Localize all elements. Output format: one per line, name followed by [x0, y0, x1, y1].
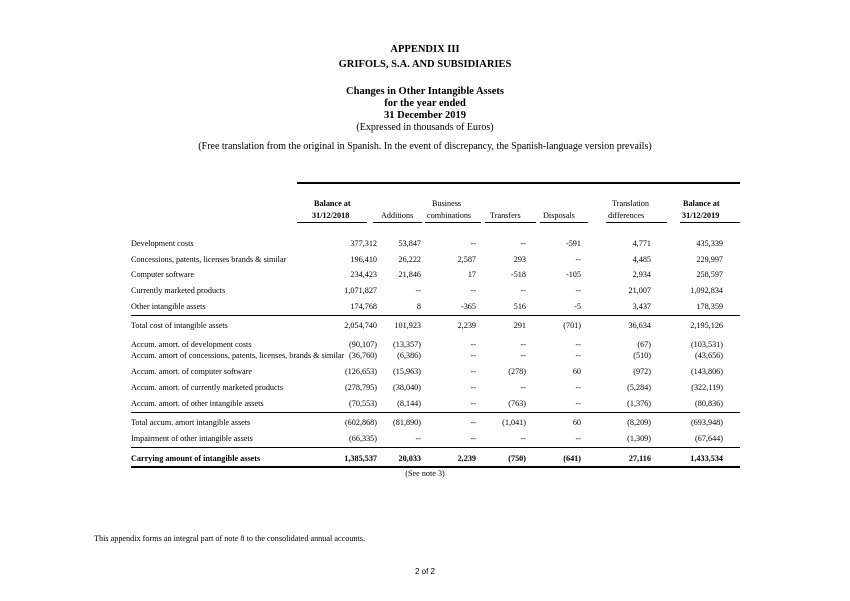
col-header-additions: Additions: [381, 211, 414, 220]
table-row: [131, 366, 723, 377]
table-row: [131, 238, 723, 249]
cell: 101,923: [394, 321, 421, 330]
cell: (6,386): [397, 351, 421, 360]
row-label: Accum. amort. of development costs: [131, 340, 252, 349]
cell: --: [415, 286, 421, 295]
cell: (81,890): [393, 418, 421, 427]
cell: (126,653): [344, 367, 377, 376]
row-label: Total cost of intangible assets: [131, 321, 228, 330]
translation-note: (Free translation from the original in Spanish. In the event of discrepancy, the Spanish-language version prevails): [198, 141, 652, 152]
amort-total-rule: [131, 412, 740, 413]
cell: 234,423: [350, 270, 377, 279]
cell: -5: [574, 302, 581, 311]
cell: --: [520, 351, 526, 360]
col-header-balance-2018-line2: 31/12/2018: [312, 211, 350, 220]
cell: (70,553): [349, 399, 377, 408]
col-rule-7: [680, 222, 740, 223]
col-rule-4: [485, 222, 536, 223]
cell: (67): [637, 340, 651, 349]
cell: 178,359: [696, 302, 723, 311]
cell: (278,795): [344, 383, 377, 392]
cell: (5,284): [627, 383, 651, 392]
cell: 26,222: [398, 255, 421, 264]
cell: 2,934: [632, 270, 651, 279]
see-note: (See note 3): [405, 469, 445, 478]
cell: (103,531): [690, 340, 723, 349]
period-date: 31 December 2019: [383, 110, 467, 121]
col-header-business-line2: combinations: [427, 211, 472, 220]
col-header-balance-2018-line1: Balance at: [314, 199, 351, 208]
table-row: [131, 254, 723, 265]
company-name: GRIFOLS, S.A. AND SUBSIDIARIES: [338, 59, 512, 70]
row-label: Accum. amort of concessions, patents, licenses, brands & similar: [131, 351, 345, 360]
currency-note: (Expressed in thousands of Euros): [356, 122, 494, 133]
cell: (15,963): [393, 367, 421, 376]
col-header-transfers: Transfers: [490, 211, 521, 220]
cell: (67,644): [695, 434, 723, 443]
cell: (8,144): [397, 399, 421, 408]
cell: (693,948): [690, 418, 723, 427]
row-label: Currently marketed products: [131, 286, 226, 295]
col-header-disposals: Disposals: [543, 211, 575, 220]
row-label: Total accum. amort intangible assets: [131, 418, 251, 427]
table-row: [131, 398, 723, 409]
cell: 1,071,827: [344, 286, 377, 295]
cell: 17: [467, 270, 476, 279]
table-row: [131, 269, 723, 280]
cell: --: [470, 286, 476, 295]
period-line: for the year ended: [384, 98, 466, 109]
col-rule-2: [373, 222, 422, 223]
cell: 174,768: [350, 302, 377, 311]
row-label: Impairment of other intangible assets: [131, 434, 253, 443]
cell: (602,868): [344, 418, 377, 427]
cell: 20,033: [398, 454, 421, 463]
carrying-top-rule: [131, 447, 740, 448]
cell: --: [520, 383, 526, 392]
cell: --: [415, 434, 421, 443]
cell: (1,041): [502, 418, 526, 427]
cell: --: [575, 383, 581, 392]
cell: (641): [563, 454, 581, 463]
cell: (701): [563, 321, 581, 330]
cell: 53,847: [398, 239, 421, 248]
cell: (143,806): [690, 367, 723, 376]
cell: 258,597: [696, 270, 723, 279]
col-header-balance-2019-line1: Balance at: [683, 199, 720, 208]
cell: (1,376): [627, 399, 651, 408]
cell: (322,119): [691, 383, 723, 392]
cell: 196,410: [350, 255, 377, 264]
cell: 21,846: [398, 270, 421, 279]
row-label: Accum. amort. of computer software: [131, 367, 252, 376]
cell: --: [470, 239, 476, 248]
cell: --: [470, 399, 476, 408]
row-label: Carrying amount of intangible assets: [131, 454, 261, 463]
table-top-rule: [297, 182, 740, 184]
cell: --: [470, 351, 476, 360]
cell: 60: [572, 367, 581, 376]
row-label: Accum. amort. of other intangible assets: [131, 399, 264, 408]
cell: -105: [565, 270, 581, 279]
cell: --: [470, 340, 476, 349]
table-row: [131, 350, 723, 361]
col-rule-1: [297, 222, 367, 223]
cell: 1,433,534: [690, 454, 723, 463]
table-row-total: [131, 453, 723, 464]
col-header-business-line1: Business: [432, 199, 462, 208]
cell: --: [520, 434, 526, 443]
cell: (90,107): [349, 340, 377, 349]
table-row: [131, 301, 723, 312]
table-bottom-rule: [131, 466, 740, 468]
cell: 516: [513, 302, 526, 311]
table-row: [131, 320, 723, 331]
row-label: Concessions, patents, licenses brands & similar: [131, 255, 287, 264]
cell: --: [470, 434, 476, 443]
statement-title: Changes in Other Intangible Assets: [346, 86, 504, 97]
cell: (750): [508, 454, 526, 463]
cell: (278): [508, 367, 526, 376]
cell: 435,339: [696, 239, 723, 248]
cell: --: [520, 239, 526, 248]
table-row: [131, 339, 723, 350]
cell: 1,385,537: [344, 454, 377, 463]
cell: 60: [572, 418, 581, 427]
cell: --: [575, 434, 581, 443]
cell: 4,771: [632, 239, 651, 248]
appendix-footnote: This appendix forms an integral part of note 8 to the consolidated annual accounts.: [94, 534, 366, 543]
cell: (972): [633, 367, 651, 376]
cell: 1,092,834: [690, 286, 723, 295]
col-rule-6: [606, 222, 667, 223]
cell: 27,116: [628, 454, 651, 463]
cell: --: [520, 286, 526, 295]
cell: --: [575, 340, 581, 349]
cell: 8: [416, 302, 421, 311]
cell: --: [575, 399, 581, 408]
cell: 2,587: [457, 255, 476, 264]
row-label: Other intangible assets: [131, 302, 206, 311]
cell: (66,335): [349, 434, 377, 443]
cell: 2,195,126: [690, 321, 723, 330]
cell: 2,239: [457, 454, 476, 463]
cell: --: [575, 351, 581, 360]
cell: --: [520, 340, 526, 349]
cell: 21,007: [628, 286, 651, 295]
table-row: [131, 417, 723, 428]
cell: (13,357): [393, 340, 421, 349]
cell: (8,209): [627, 418, 651, 427]
cell: 291: [513, 321, 526, 330]
cell: --: [575, 286, 581, 295]
cell: (36,760): [349, 351, 377, 360]
col-header-translation-line1: Translation: [612, 199, 649, 208]
cell: 377,312: [350, 239, 377, 248]
cell: (510): [633, 351, 651, 360]
table-row: [131, 433, 723, 444]
cell: (38,040): [393, 383, 421, 392]
appendix-heading: APPENDIX III: [390, 44, 460, 55]
col-header-balance-2019-line2: 31/12/2019: [682, 211, 720, 220]
cell: (763): [508, 399, 526, 408]
page-number: 2 of 2: [414, 567, 435, 576]
cell: 293: [513, 255, 526, 264]
cell: (1,309): [627, 434, 651, 443]
cell: (43,656): [695, 351, 723, 360]
cell: 2,054,740: [344, 321, 377, 330]
cell: 3,437: [632, 302, 651, 311]
cell: -518: [510, 270, 526, 279]
row-label: Computer software: [131, 270, 194, 279]
subtotal-rule: [131, 315, 740, 316]
cell: --: [470, 367, 476, 376]
cell: (80,836): [695, 399, 723, 408]
cell: 36,634: [628, 321, 651, 330]
col-header-translation-line2: differences: [608, 211, 645, 220]
col-rule-5: [540, 222, 588, 223]
cell: 229,997: [696, 255, 723, 264]
cell: 4,485: [632, 255, 651, 264]
cell: --: [575, 255, 581, 264]
cell: -591: [565, 239, 581, 248]
row-label: Accum. amort. of currently marketed products: [131, 383, 284, 392]
cell: 2,239: [457, 321, 476, 330]
table-row: [131, 382, 723, 393]
cell: -365: [460, 302, 476, 311]
cell: --: [470, 383, 476, 392]
table-row: [131, 285, 723, 296]
col-rule-3: [425, 222, 481, 223]
row-label: Development costs: [131, 239, 194, 248]
cell: --: [470, 418, 476, 427]
